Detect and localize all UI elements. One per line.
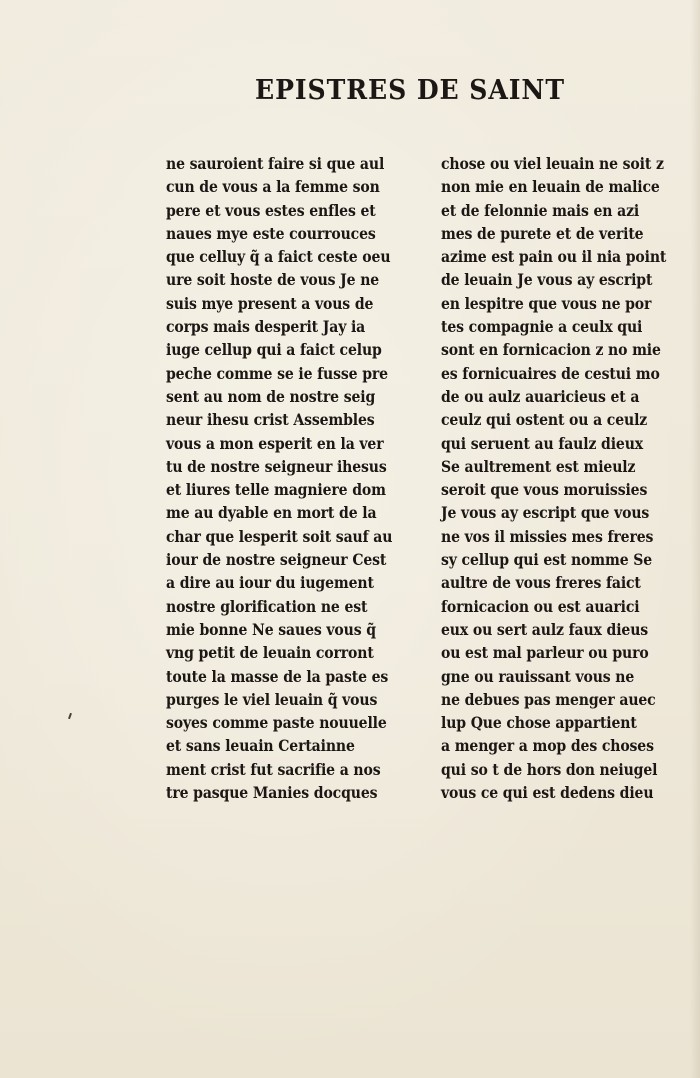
text-line: que celluy q̃ a faict ceste oeu — [166, 247, 391, 267]
text-line: purges le viel leuain q̃ vous — [166, 689, 378, 709]
text-line: ou est mal parleur ou puro — [441, 643, 649, 663]
text-line: corps mais desperit Jay ia — [166, 317, 366, 337]
text-line: eux ou sert aulz faux dieus — [441, 619, 649, 639]
margin-speck — [68, 713, 72, 719]
text-line: qui so t de hors don neiugel — [441, 759, 658, 779]
text-line: sy cellup qui est nomme Se — [441, 550, 653, 570]
text-line: ne sauroient faire si que aul — [166, 154, 385, 173]
text-line: et liures telle magniere dom — [166, 480, 386, 500]
text-line: Se aultrement est mieulz — [441, 456, 636, 476]
text-line: vng petit de leuain corront — [166, 643, 374, 663]
text-line: ne vos il missies mes freres — [441, 526, 654, 546]
text-line: soyes comme paste nouuelle — [166, 713, 387, 733]
text-line: tu de nostre seigneur ihesus — [166, 456, 387, 476]
text-line: aultre de vous freres faict — [441, 573, 641, 593]
text-line: ne debues pas menger auec — [441, 689, 656, 709]
text-line: me au dyable en mort de la — [166, 503, 377, 523]
text-column-right — [441, 152, 691, 804]
text-line: char que lesperit soit sauf au — [166, 526, 393, 546]
text-line: chose ou viel leuain ne soit z — [441, 154, 664, 173]
text-line: de ou aulz auaricieus et a — [441, 386, 640, 406]
text-line: neur ihesu crist Assembles — [166, 410, 375, 430]
text-line: qui seruent au faulz dieux — [441, 433, 644, 453]
text-line: Je vous ay escript que vous — [441, 503, 650, 523]
text-line: et de felonnie mais en azi — [441, 200, 640, 220]
text-line: a menger a mop des choses — [441, 736, 654, 756]
text-column-left — [166, 152, 416, 804]
text-line: fornicacion ou est auarici — [441, 596, 640, 616]
text-line: seroit que vous moruissies — [441, 480, 648, 500]
text-line: iour de nostre seigneur Cest — [166, 550, 387, 570]
running-head: EPISTRES DE SAINT — [255, 75, 565, 106]
text-line: nostre glorification ne est — [166, 596, 368, 616]
text-line: suis mye present a vous de — [166, 293, 374, 313]
text-line: ment crist fut sacrifie a nos — [166, 759, 381, 779]
text-line: es fornicuaires de cestui mo — [441, 363, 660, 383]
text-line: peche comme se ie fusse pre — [166, 363, 388, 383]
text-line: toute la masse de la paste es — [166, 666, 389, 686]
text-line: vous a mon esperit en la ver — [166, 433, 384, 453]
text-line: azime est pain ou il nia point — [441, 247, 667, 267]
text-line: vous ce qui est dedens dieu — [441, 783, 654, 803]
text-line: iuge cellup qui a faict celup — [166, 340, 382, 360]
text-line: mes de purete et de verite — [441, 223, 644, 243]
text-line: ure soit hoste de vous Je ne — [166, 270, 380, 290]
text-line: sent au nom de nostre seig — [166, 386, 376, 406]
text-line: ceulz qui ostent ou a ceulz — [441, 410, 648, 430]
text-line: pere et vous estes enfles et — [166, 200, 376, 220]
text-line: naues mye este courrouces — [166, 223, 376, 243]
text-line: a dire au iour du iugement — [166, 573, 374, 593]
text-line: de leuain Je vous ay escript — [441, 270, 653, 290]
text-line: sont en fornicacion z no mie — [441, 340, 661, 360]
text-line: tes compagnie a ceulx qui — [441, 317, 643, 337]
text-line: gne ou rauissant vous ne — [441, 666, 635, 686]
page-edge-shadow — [690, 0, 700, 1078]
text-line: non mie en leuain de malice — [441, 177, 660, 197]
text-line: lup Que chose appartient — [441, 713, 637, 733]
text-line: tre pasque Manies docques — [166, 783, 378, 803]
text-line: et sans leuain Certainne — [166, 736, 355, 756]
text-line: en lespitre que vous ne por — [441, 293, 652, 313]
text-line: mie bonne Ne saues vous q̃ — [166, 619, 376, 639]
text-line: cun de vous a la femme son — [166, 177, 380, 197]
